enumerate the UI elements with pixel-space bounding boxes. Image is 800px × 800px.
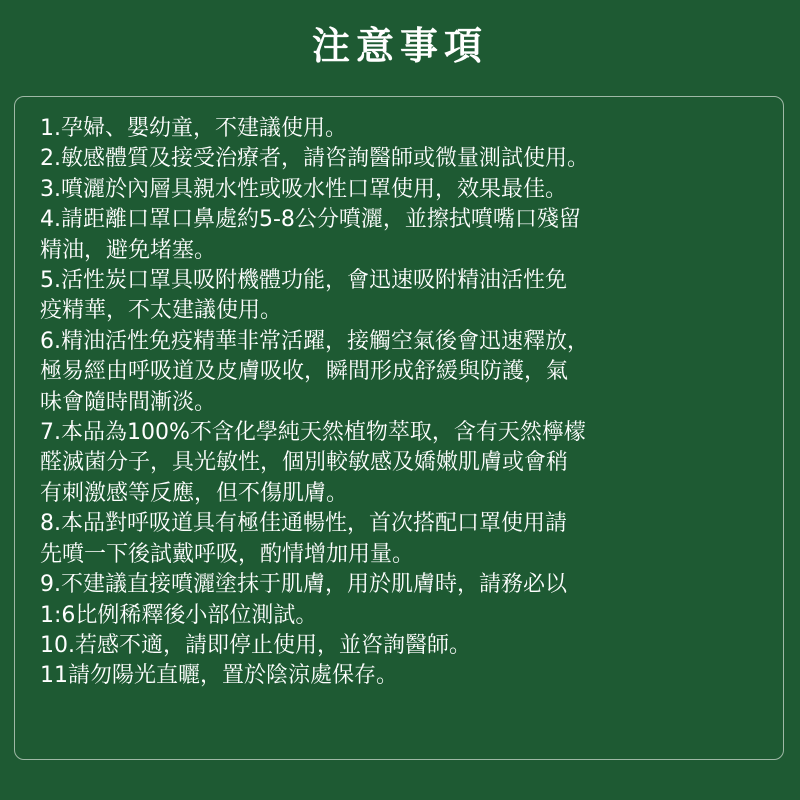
notice-item-7: 7.本品為100%不含化學純天然植物萃取，含有天然檸檬 醛滅菌分子，具光敏性，個別較敏感及嬌嫩肌膚或會稍 有刺激感等反應，但不傷肌膚。 (40, 420, 586, 506)
notice-item-5: 5.活性炭口罩具吸附機體功能，會迅速吸附精油活性免 疫精華，不太建議使用。 (40, 268, 567, 324)
notice-item-4: 4.請距離口罩口鼻處約5-8公分噴灑，並擦拭噴嘴口殘留 精油，避免堵塞。 (40, 207, 581, 263)
page-title: 注意事項 (311, 24, 488, 68)
notice-item-6: 6.精油活性免疫精華非常活躍，接觸空氣後會迅速釋放， 極易經由呼吸道及皮膚吸收，瞬間形成舒緩與防護，氣 味會隨時間漸淡。 (40, 328, 589, 415)
notice-item-9: 9.不建議直接噴灑塗抹于肌膚，用於肌膚時，請務必以 1:6比例稀釋後小部位測試。 (40, 572, 567, 628)
notice-list (40, 114, 780, 692)
notice-item-3: 3.噴灑於內層具親水性或吸水性口罩使用，效果最佳。 (40, 176, 567, 202)
notice-item-11: 11請勿陽光直曬，置於陰涼處保存。 (40, 663, 398, 689)
notice-item-1: 1.孕婦、嬰幼童，不建議使用。 (40, 116, 347, 141)
notice-item-8: 8.本品對呼吸道具有極佳通暢性，首次搭配口罩使用請 先噴一下後試戴呼吸，酌情增加用量。 (40, 511, 567, 567)
notice-item-10: 10.若感不適，請即停止使用，並咨詢醫師。 (40, 632, 471, 658)
notice-item-2: 2.敏感體質及接受治療者，請咨詢醫師或微量測試使用。 (40, 146, 589, 172)
